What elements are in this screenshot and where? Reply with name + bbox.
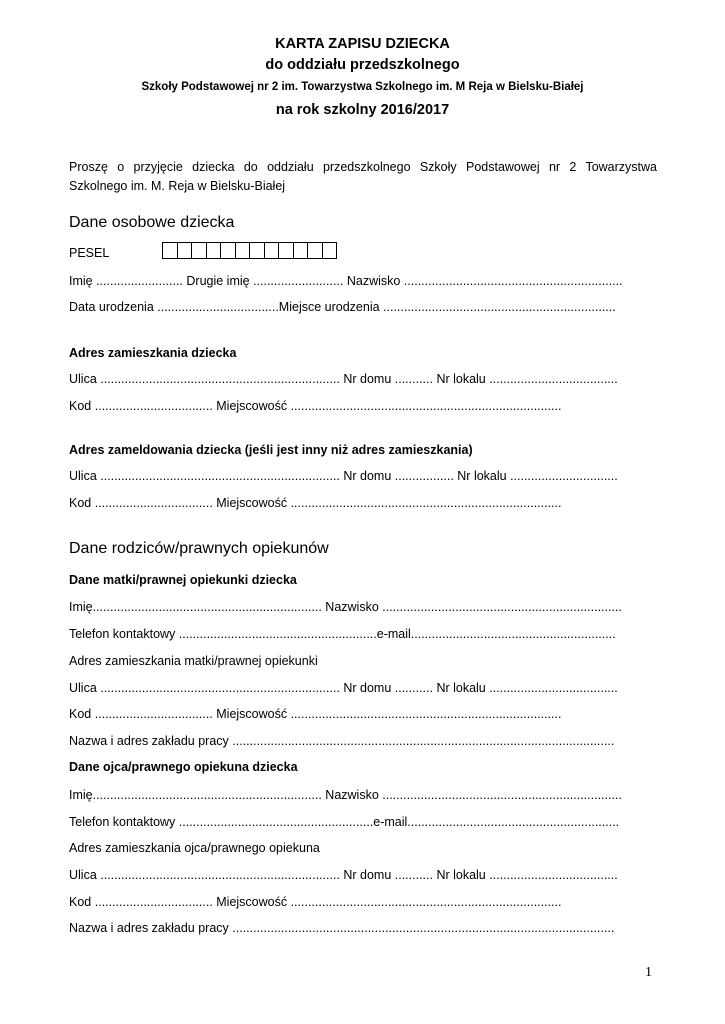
father-street-field[interactable]: Ulica ..................................................................... Nr domu ........... Nr lokalu ..................................... (69, 868, 618, 882)
pesel-digit-box[interactable] (177, 242, 193, 259)
pesel-digit-box[interactable] (307, 242, 323, 259)
pesel-digit-box[interactable] (264, 242, 280, 259)
child-residence-street-field[interactable]: Ulica ..................................................................... Nr domu ........... Nr lokalu ..................................... (69, 372, 618, 386)
father-phone-field[interactable]: Telefon kontaktowy ........................................................e-mail............................................................. (69, 815, 620, 829)
school-name: Szkoły Podstawowej nr 2 im. Towarzystwa Szkolnego im. M Reja w Bielsku-Białej (141, 81, 584, 93)
pesel-digit-box[interactable] (293, 242, 309, 259)
parents-section-heading: Dane rodziców/prawnych opiekunów (69, 540, 329, 557)
pesel-digit-box[interactable] (235, 242, 251, 259)
mother-address-label: Adres zamieszkania matki/prawnej opiekunki (69, 654, 318, 668)
father-work-field[interactable]: Nazwa i adres zakładu pracy .............................................................................................................. (69, 921, 615, 935)
father-city-field[interactable]: Kod .................................. Miejscowość .............................................................................. (69, 895, 562, 909)
mother-phone-field[interactable]: Telefon kontaktowy .........................................................e-mail........................................................... (69, 627, 616, 641)
pesel-digit-box[interactable] (220, 242, 236, 259)
intro-line-2: Szkolnego im. M. Reja w Bielsku-Białej (69, 179, 286, 193)
page-number: 1 (645, 965, 652, 980)
pesel-digit-box[interactable] (278, 242, 294, 259)
child-registered-street-field[interactable]: Ulica ..................................................................... Nr domu ................. Nr lokalu ............................... (69, 469, 618, 483)
child-name-field[interactable]: Imię ......................... Drugie imię .......................... Nazwisko ............................................................... (69, 274, 623, 288)
intro-line-1: Proszę o przyjęcie dziecka do oddziału przedszkolnego Szkoły Podstawowej nr 2 Towarzystwa (69, 160, 657, 174)
mother-city-field[interactable]: Kod .................................. Miejscowość .............................................................................. (69, 707, 562, 721)
mother-name-field[interactable]: Imię.................................................................. Nazwisko ..................................................................... (69, 600, 622, 614)
pesel-digit-box[interactable] (322, 242, 338, 259)
mother-heading: Dane matki/prawnej opiekunki dziecka (69, 573, 297, 587)
child-section-heading: Dane osobowe dziecka (69, 214, 235, 231)
pesel-digit-box[interactable] (206, 242, 222, 259)
form-title: KARTA ZAPISU DZIECKA (275, 36, 450, 52)
form-subtitle: do oddziału przedszkolnego (265, 57, 460, 73)
pesel-label: PESEL (69, 246, 110, 260)
father-heading: Dane ojca/prawnego opiekuna dziecka (69, 760, 298, 774)
pesel-digit-box[interactable] (191, 242, 207, 259)
child-registered-city-field[interactable]: Kod .................................. Miejscowość .............................................................................. (69, 496, 562, 510)
child-registered-heading: Adres zameldowania dziecka (jeśli jest inny niż adres zamieszkania) (69, 443, 473, 457)
mother-street-field[interactable]: Ulica ..................................................................... Nr domu ........... Nr lokalu ..................................... (69, 681, 618, 695)
father-address-label: Adres zamieszkania ojca/prawnego opiekuna (69, 841, 320, 855)
father-name-field[interactable]: Imię.................................................................. Nazwisko ..................................................................... (69, 788, 622, 802)
mother-work-field[interactable]: Nazwa i adres zakładu pracy .............................................................................................................. (69, 734, 615, 748)
school-year: na rok szkolny 2016/2017 (275, 102, 450, 118)
child-residence-city-field[interactable]: Kod .................................. Miejscowość .............................................................................. (69, 399, 562, 413)
intro-paragraph (69, 158, 657, 196)
pesel-input[interactable] (162, 242, 337, 259)
pesel-digit-box[interactable] (162, 242, 178, 259)
child-birth-field[interactable]: Data urodzenia ...................................Miejsce urodzenia ................................................................... (69, 300, 616, 314)
child-residence-heading: Adres zamieszkania dziecka (69, 346, 237, 360)
pesel-digit-box[interactable] (249, 242, 265, 259)
